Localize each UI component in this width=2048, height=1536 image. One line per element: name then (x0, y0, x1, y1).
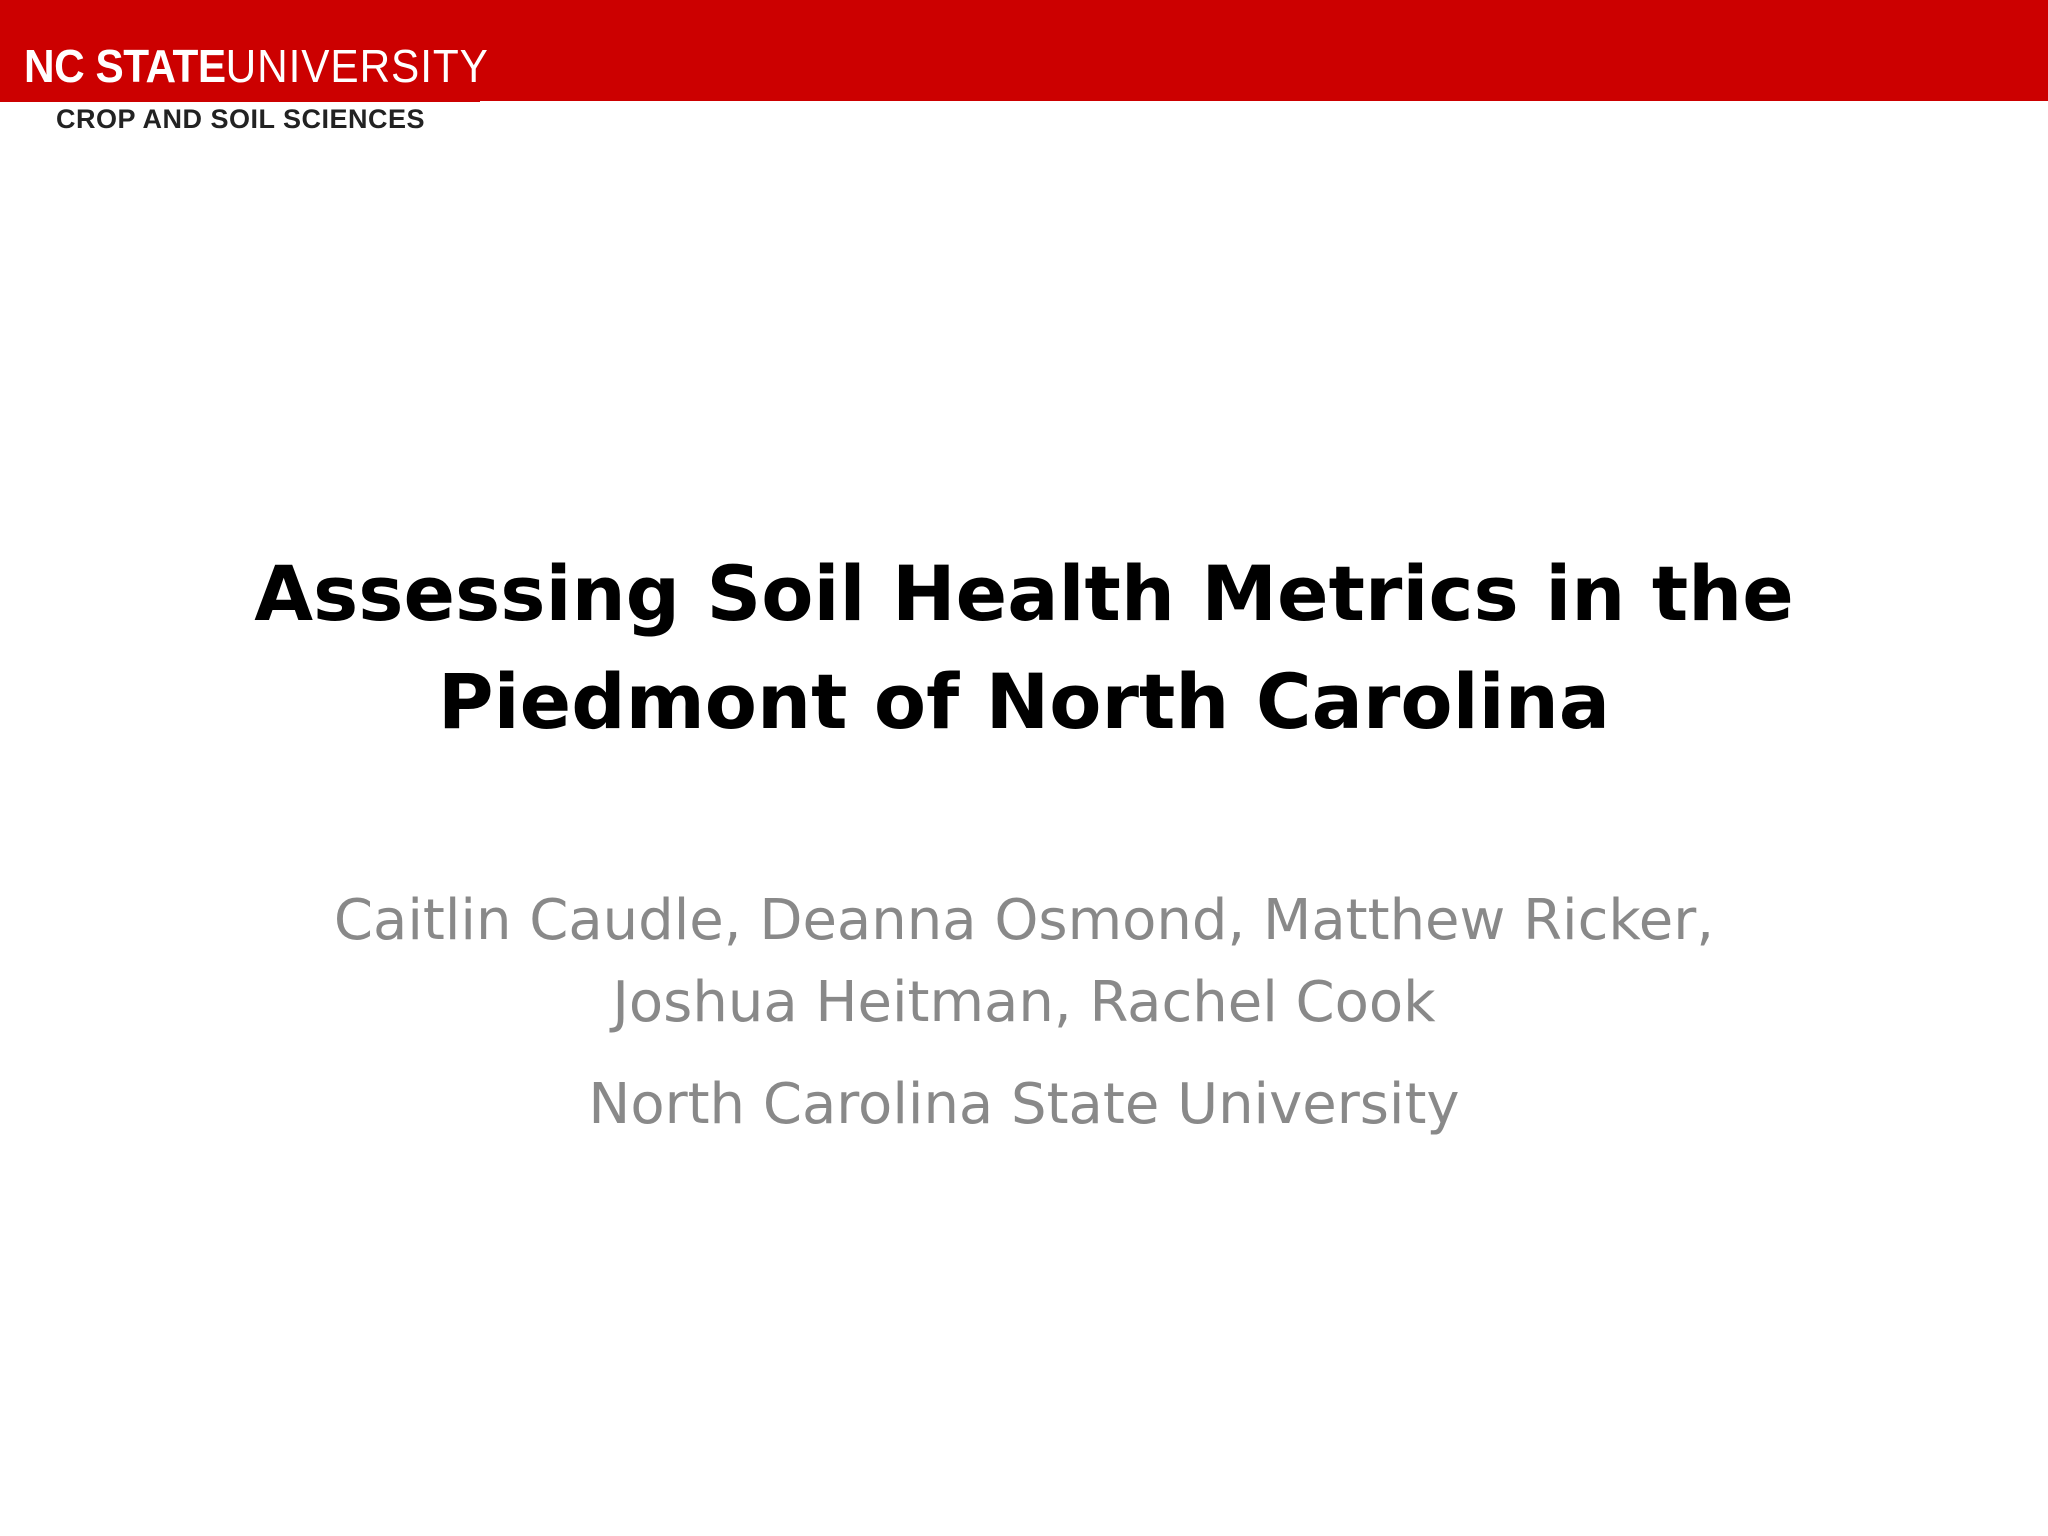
logo-department: CROP AND SOIL SCIENCES (56, 104, 426, 134)
slide-authors (224, 880, 1824, 1044)
slide-affiliation: North Carolina State University (588, 1072, 1460, 1137)
logo-wordmark-light: UNIVERSITY (225, 40, 489, 92)
logo-wordmark (24, 38, 489, 94)
logo-wordmark-bold: NC STATE (24, 40, 226, 92)
authors-line-1: Caitlin Caudle, Deanna Osmond, Matthew Ricker, (333, 888, 1715, 953)
university-logo (0, 0, 489, 140)
slide-title-line-2: Piedmont of North Carolina (437, 657, 1611, 746)
slide-title-line-1: Assessing Soil Health Metrics in the (254, 549, 1794, 638)
slide-title (224, 540, 1824, 756)
authors-line-2: Joshua Heitman, Rachel Cook (612, 970, 1436, 1035)
logo-divider (0, 100, 480, 102)
